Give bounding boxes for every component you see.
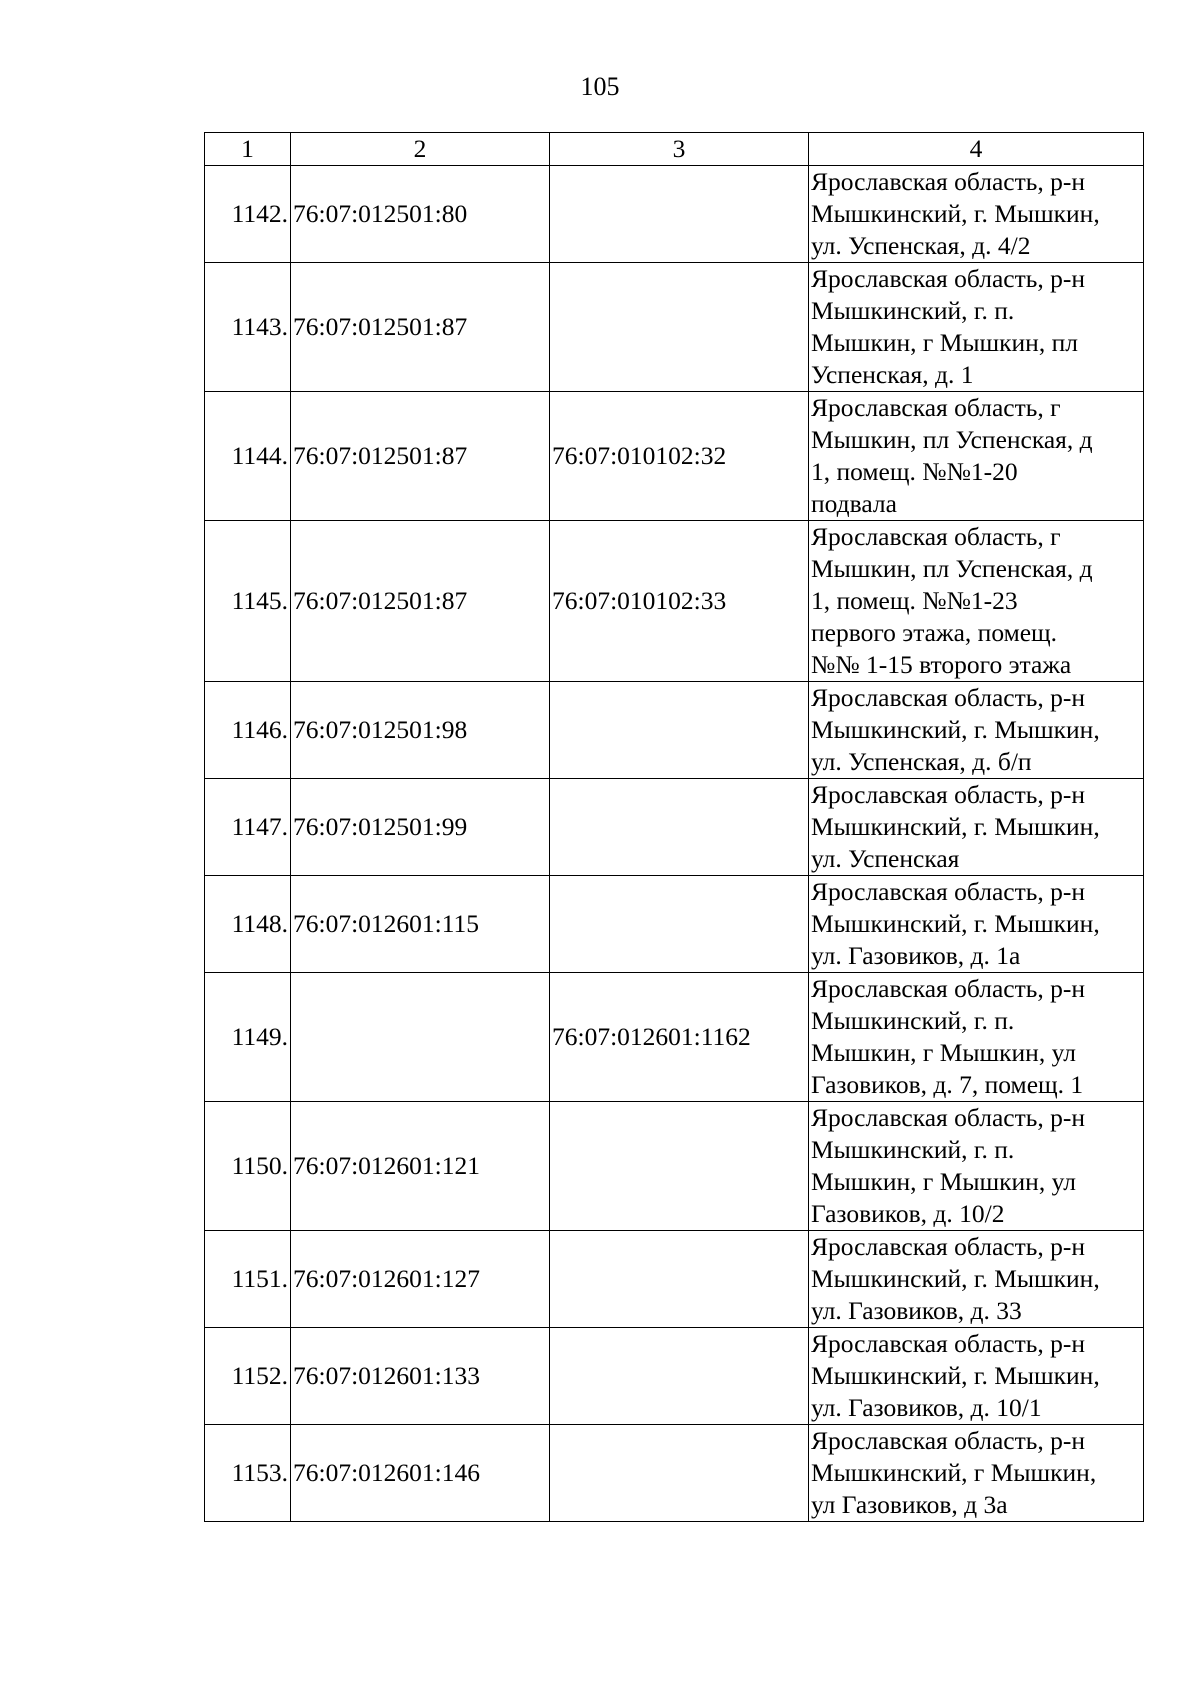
row-number-cell: 1147. xyxy=(205,779,291,876)
address-line: Мышкинский, г. Мышкин, xyxy=(811,715,1100,744)
table-row xyxy=(205,1102,1144,1231)
address-line: 1, помещ. №№1-20 xyxy=(811,457,1018,486)
table-row xyxy=(205,166,1144,263)
address-line: Мышкин, пл Успенская, д xyxy=(811,425,1093,454)
row-number-cell: 1142. xyxy=(205,166,291,263)
address-line: Мышкинский, г. Мышкин, xyxy=(811,812,1100,841)
table-row xyxy=(205,1425,1144,1522)
object-cadastral-number-cell xyxy=(550,1102,809,1231)
address-line: ул. Газовиков, д. 33 xyxy=(811,1296,1022,1325)
row-number-cell: 1146. xyxy=(205,682,291,779)
table-row xyxy=(205,263,1144,392)
address-line: ул. Газовиков, д. 10/1 xyxy=(811,1393,1042,1422)
address-line: ул. Успенская, д. 4/2 xyxy=(811,231,1031,260)
address-cell xyxy=(809,779,1144,876)
row-number-cell: 1153. xyxy=(205,1425,291,1522)
cadastral-number-cell: 76:07:012601:133 xyxy=(291,1328,550,1425)
object-cadastral-number-cell xyxy=(550,1425,809,1522)
address-line: Мышкинский, г. п. xyxy=(811,296,1015,325)
column-header: 4 xyxy=(809,133,1144,166)
cadastral-number-cell: 76:07:012501:87 xyxy=(291,392,550,521)
object-cadastral-number-cell xyxy=(550,263,809,392)
row-number-cell: 1143. xyxy=(205,263,291,392)
address-line: Ярославская область, р-н xyxy=(811,1232,1086,1261)
address-cell xyxy=(809,1328,1144,1425)
address-line: Ярославская область, р-н xyxy=(811,1426,1086,1455)
registry-table xyxy=(204,132,1144,1522)
object-cadastral-number-cell xyxy=(550,682,809,779)
address-cell xyxy=(809,166,1144,263)
cadastral-number-cell: 76:07:012501:98 xyxy=(291,682,550,779)
table-header-row xyxy=(205,133,1144,166)
address-line: Мышкинский, г. п. xyxy=(811,1135,1015,1164)
address-line: первого этажа, помещ. xyxy=(811,618,1058,647)
address-line: ул. Успенская, д. б/п xyxy=(811,747,1032,776)
object-cadastral-number-cell xyxy=(550,1328,809,1425)
cadastral-number-cell: 76:07:012501:87 xyxy=(291,521,550,682)
address-line: Ярославская область, р-н xyxy=(811,167,1086,196)
table-row xyxy=(205,1231,1144,1328)
address-line: Ярославская область, р-н xyxy=(811,683,1086,712)
address-line: Мышкин, г Мышкин, ул xyxy=(811,1038,1076,1067)
address-line: Мышкинский, г Мышкин, xyxy=(811,1458,1097,1487)
address-line: Газовиков, д. 7, помещ. 1 xyxy=(811,1070,1084,1099)
address-cell xyxy=(809,1102,1144,1231)
address-line: Мышкинский, г. Мышкин, xyxy=(811,1361,1100,1390)
address-cell xyxy=(809,263,1144,392)
column-header: 1 xyxy=(205,133,291,166)
address-line: Мышкин, г Мышкин, ул xyxy=(811,1167,1076,1196)
address-line: Ярославская область, г xyxy=(811,522,1061,551)
address-line: ул. Газовиков, д. 1а xyxy=(811,941,1021,970)
cadastral-number-cell: 76:07:012601:127 xyxy=(291,1231,550,1328)
address-line: Ярославская область, г xyxy=(811,393,1061,422)
table-row xyxy=(205,779,1144,876)
object-cadastral-number-cell: 76:07:012601:1162 xyxy=(550,973,809,1102)
cadastral-number-cell: 76:07:012501:99 xyxy=(291,779,550,876)
address-line: Мышкинский, г. Мышкин, xyxy=(811,1264,1100,1293)
address-line: ул Газовиков, д 3а xyxy=(811,1490,1008,1519)
address-line: Ярославская область, р-н xyxy=(811,1103,1086,1132)
address-line: Мышкинский, г. Мышкин, xyxy=(811,199,1100,228)
address-line: Мышкин, пл Успенская, д xyxy=(811,554,1093,583)
row-number-cell: 1150. xyxy=(205,1102,291,1231)
table-row xyxy=(205,973,1144,1102)
table-body xyxy=(205,166,1144,1522)
page-number: 105 xyxy=(580,72,620,101)
address-cell xyxy=(809,682,1144,779)
column-header: 2 xyxy=(291,133,550,166)
object-cadastral-number-cell xyxy=(550,1231,809,1328)
object-cadastral-number-cell xyxy=(550,166,809,263)
address-line: Мышкинский, г. п. xyxy=(811,1006,1015,1035)
object-cadastral-number-cell xyxy=(550,779,809,876)
address-cell xyxy=(809,973,1144,1102)
cadastral-number-cell xyxy=(291,973,550,1102)
address-line: Ярославская область, р-н xyxy=(811,264,1086,293)
address-line: Ярославская область, р-н xyxy=(811,780,1086,809)
address-cell xyxy=(809,521,1144,682)
row-number-cell: 1152. xyxy=(205,1328,291,1425)
table-row xyxy=(205,1328,1144,1425)
address-line: ул. Успенская xyxy=(811,844,960,873)
address-line: 1, помещ. №№1-23 xyxy=(811,586,1018,615)
row-number-cell: 1149. xyxy=(205,973,291,1102)
table-row xyxy=(205,521,1144,682)
row-number-cell: 1144. xyxy=(205,392,291,521)
address-line: Успенская, д. 1 xyxy=(811,360,974,389)
address-cell xyxy=(809,392,1144,521)
object-cadastral-number-cell: 76:07:010102:32 xyxy=(550,392,809,521)
address-line: подвала xyxy=(811,489,897,518)
cadastral-number-cell: 76:07:012601:115 xyxy=(291,876,550,973)
table-row xyxy=(205,682,1144,779)
column-header: 3 xyxy=(550,133,809,166)
object-cadastral-number-cell: 76:07:010102:33 xyxy=(550,521,809,682)
address-cell xyxy=(809,1231,1144,1328)
address-line: №№ 1-15 второго этажа xyxy=(811,650,1072,679)
row-number-cell: 1148. xyxy=(205,876,291,973)
cadastral-number-cell: 76:07:012601:146 xyxy=(291,1425,550,1522)
address-line: Мышкин, г Мышкин, пл xyxy=(811,328,1078,357)
address-line: Газовиков, д. 10/2 xyxy=(811,1199,1005,1228)
cadastral-number-cell: 76:07:012501:80 xyxy=(291,166,550,263)
table-row xyxy=(205,392,1144,521)
table-row xyxy=(205,876,1144,973)
address-line: Ярославская область, р-н xyxy=(811,877,1086,906)
row-number-cell: 1145. xyxy=(205,521,291,682)
cadastral-number-cell: 76:07:012601:121 xyxy=(291,1102,550,1231)
address-line: Ярославская область, р-н xyxy=(811,1329,1086,1358)
address-cell xyxy=(809,1425,1144,1522)
object-cadastral-number-cell xyxy=(550,876,809,973)
cadastral-number-cell: 76:07:012501:87 xyxy=(291,263,550,392)
address-cell xyxy=(809,876,1144,973)
address-line: Мышкинский, г. Мышкин, xyxy=(811,909,1100,938)
row-number-cell: 1151. xyxy=(205,1231,291,1328)
address-line: Ярославская область, р-н xyxy=(811,974,1086,1003)
